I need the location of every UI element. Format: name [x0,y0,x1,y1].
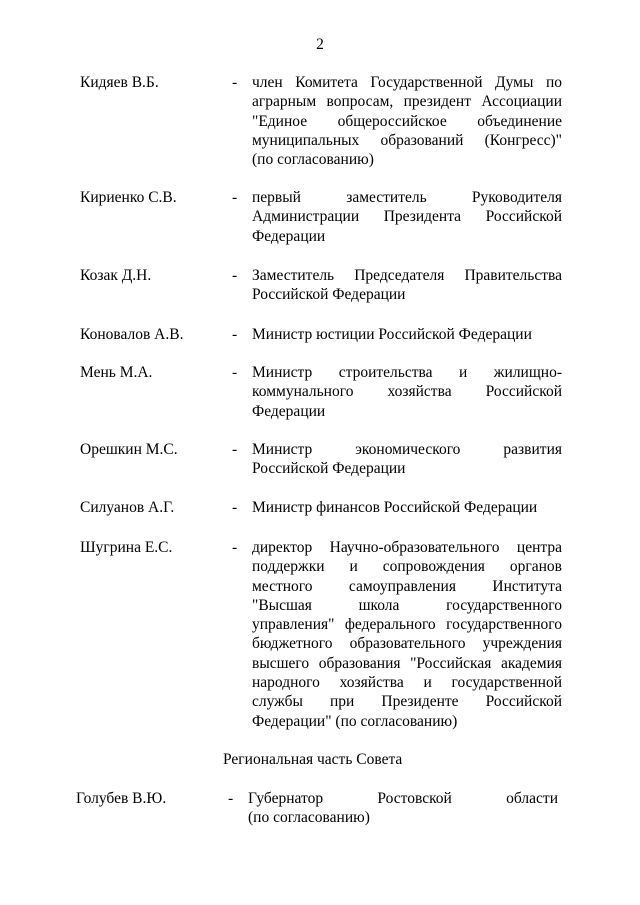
role-line: Министр строительства и жилищно- [252,364,562,381]
member-dash: - [232,539,238,556]
member-name: Шугрина Е.С. [80,539,173,556]
role-line: местного самоуправления Института [252,577,562,595]
role-line: первый заместитель Руководителя [252,189,562,206]
member-name: Мень М.А. [80,364,153,381]
role-line: Министр финансов Российской Федерации [252,499,538,516]
role-line: член Комитета Государственной Думы по [252,74,562,91]
role-line: "Высшая школа государственного [252,596,562,614]
role-line: управления" федерального государственного [252,616,562,634]
member-dash: - [232,267,238,284]
member-role [252,325,562,344]
member-name: Орешкин М.С. [80,441,178,458]
role-line: Заместитель Председателя Правительства [252,267,562,284]
role-line: поддержки и сопровождения органов [252,558,562,576]
member-dash: - [232,364,238,381]
member-name: Коновалов А.В. [80,326,184,343]
page-number: 2 [316,36,324,53]
member-dash: - [232,499,238,516]
role-line: бюджетного образовательного учреждения [252,635,562,653]
role-line: Администрации Президента Российской [252,208,562,226]
member-name: Силуанов А.Г. [80,499,175,516]
member-role [252,73,562,169]
role-line: коммунального хозяйства Российской [252,383,562,401]
member-dash: - [232,326,238,343]
member-name: Кидяев В.Б. [80,74,159,91]
role-line: народного хозяйства и государственной [252,674,562,692]
member-name: Голубев В.Ю. [76,790,167,807]
member-role [252,538,562,731]
member-name: Козак Д.Н. [80,267,152,284]
member-dash: - [232,441,238,458]
role-line: Федерации" (по согласованию) [252,712,458,730]
role-line: "Единое общероссийское объединение [252,112,562,130]
member-role [252,266,562,305]
role-line: Губернатор Ростовской области [248,790,558,807]
member-role [252,363,562,421]
member-role [252,498,562,517]
member-role [252,188,562,246]
role-line: службы при Президенте Российской [252,693,562,711]
role-line: Федерации [252,402,326,420]
member-role [252,440,562,479]
role-line: Федерации [252,227,326,245]
role-line: Министр экономического развития [252,441,562,458]
role-line: аграрным вопросам, президент Ассоциации [252,93,562,111]
role-line: директор Научно-образовательного центра [252,539,562,556]
section-heading: Региональная часть Совета [223,751,403,768]
member-name: Кириенко С.В. [80,189,177,206]
role-line: высшего образования "Российская академия [252,654,562,672]
role-line: Российской Федерации [252,460,406,478]
member-dash: - [232,189,238,206]
role-line: (по согласованию) [252,151,374,169]
member-dash: - [232,74,238,91]
member-dash: - [228,790,234,807]
role-line: муниципальных образований (Конгресс)" [252,131,562,149]
role-line: Министр юстиции Российской Федерации [252,326,532,343]
member-role [248,789,558,828]
role-line: Российской Федерации [252,286,406,304]
role-line: (по согласованию) [248,809,370,827]
